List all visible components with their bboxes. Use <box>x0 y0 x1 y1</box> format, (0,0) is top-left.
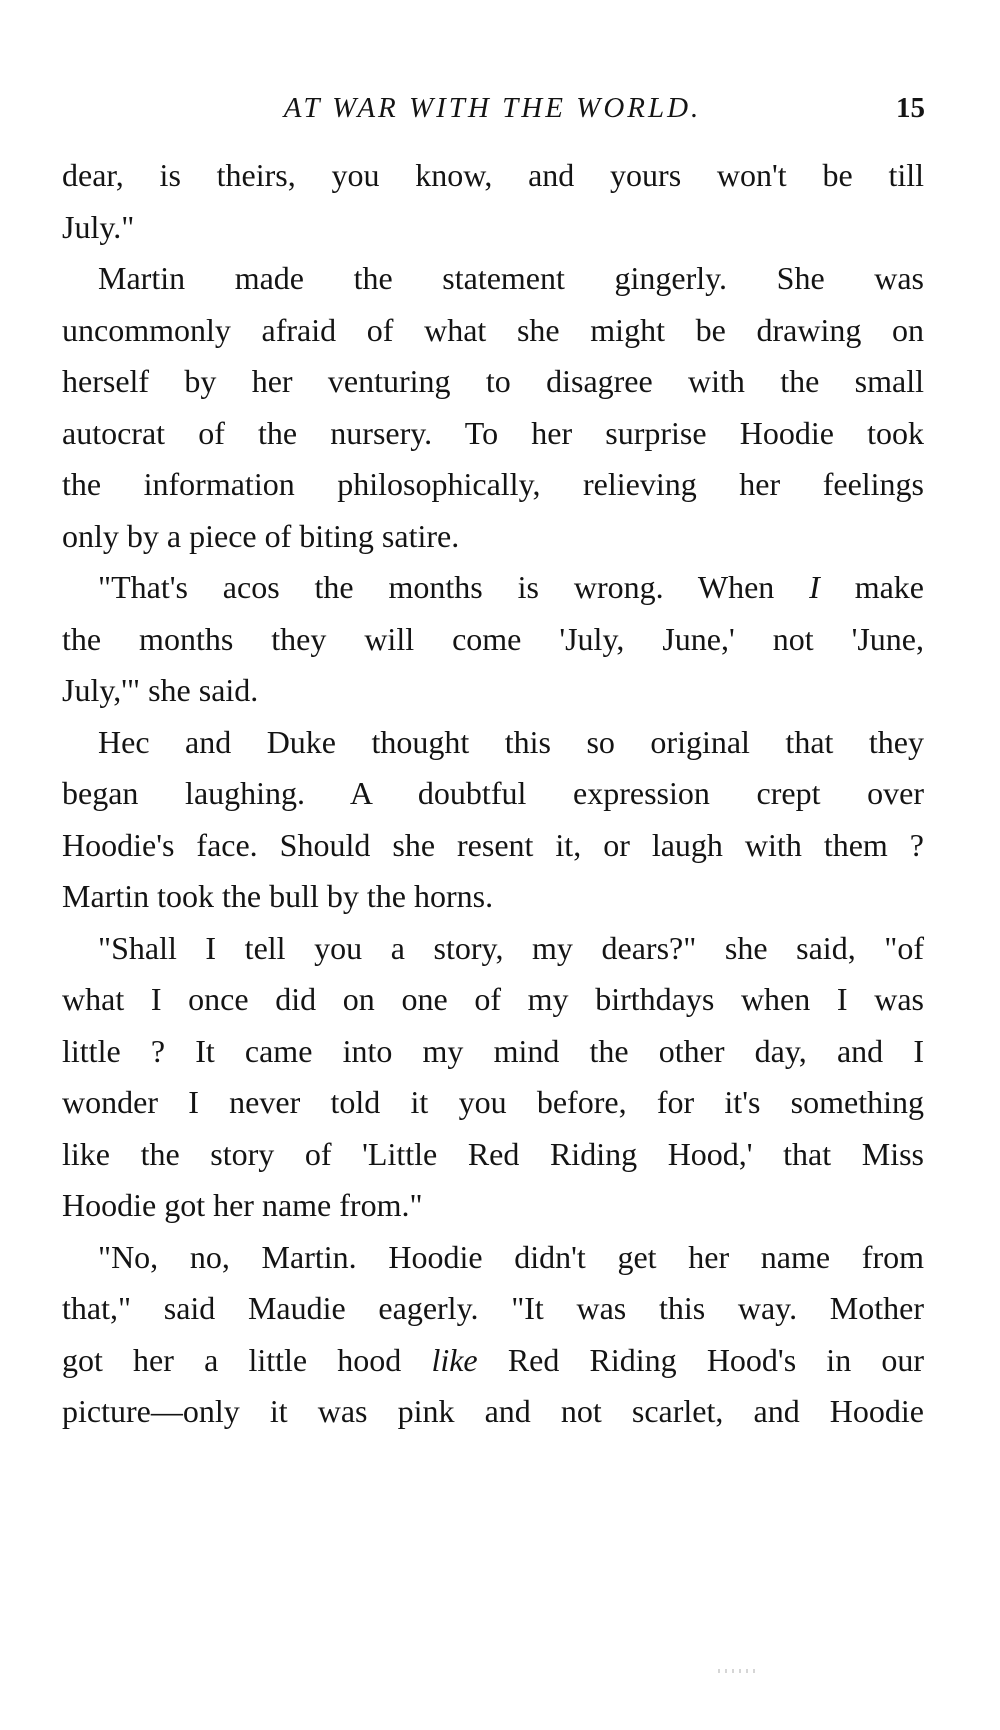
text-line: Martin took the bull by the horns. <box>62 878 494 914</box>
text-line: the information philosophically, relieving her feelings <box>62 466 924 502</box>
emphasis: like <box>401 1341 508 1378</box>
print-speck <box>718 1669 758 1673</box>
text-line: that," said Maudie eagerly. "It was this way. Mother <box>62 1290 924 1326</box>
text-line: wonder I never told it you before, for it's something <box>62 1084 924 1120</box>
text-line: "No, no, Martin. Hoodie didn't get her name from <box>98 1238 924 1275</box>
text-line: little ? It came into my mind the other day, and I <box>62 1032 924 1069</box>
text-line: Hec and Duke thought this so original that they <box>98 723 924 760</box>
text-line: herself by her venturing to disagree with the small <box>62 363 924 399</box>
text-line: what I once did on one of my birthdays when I was <box>62 981 924 1017</box>
emphasis: I <box>774 569 855 605</box>
text-line: Hoodie's face. Should she resent it, or laugh with them ? <box>62 826 924 863</box>
text-line: like the story of 'Little Red Riding Hood,' that Miss <box>62 1135 924 1172</box>
text-line: got her a little hood like Red Riding Hood's in our <box>62 1341 925 1378</box>
text-line: autocrat of the nursery. To her surprise Hoodie took <box>62 414 924 451</box>
running-head <box>60 92 925 132</box>
text-line: began laughing. A doubtful expression crept over <box>62 775 924 811</box>
running-title: AT WAR WITH THE WORLD. <box>283 92 702 124</box>
text-line: "Shall I tell you a story, my dears?" she said, "of <box>98 929 924 966</box>
text-line: dear, is theirs, you know, and yours won't be till <box>62 157 924 193</box>
body-text <box>62 150 924 1438</box>
text-line: "That's acos the months is wrong. When I make <box>98 569 924 605</box>
text-line: July,'" she said. <box>62 672 259 708</box>
text-line: uncommonly afraid of what she might be drawing on <box>62 311 924 348</box>
text-line: Hoodie got her name from." <box>62 1187 423 1223</box>
paragraph-3 <box>62 562 924 717</box>
text-line: picture—only it was pink and not scarlet, and Hoodie <box>62 1393 924 1429</box>
paragraph-2 <box>62 253 924 562</box>
paragraph-6 <box>62 1232 924 1438</box>
text-line: only by a piece of biting satire. <box>62 517 460 554</box>
paragraph-5 <box>62 923 924 1232</box>
text-line: July." <box>62 208 135 245</box>
text-line: the months they will come 'July, June,' not 'June, <box>62 620 924 657</box>
paragraph-1 <box>62 150 924 253</box>
text-line: Martin made the statement gingerly. She was <box>98 260 924 296</box>
page-number: 15 <box>896 92 925 124</box>
paragraph-4 <box>62 717 924 923</box>
